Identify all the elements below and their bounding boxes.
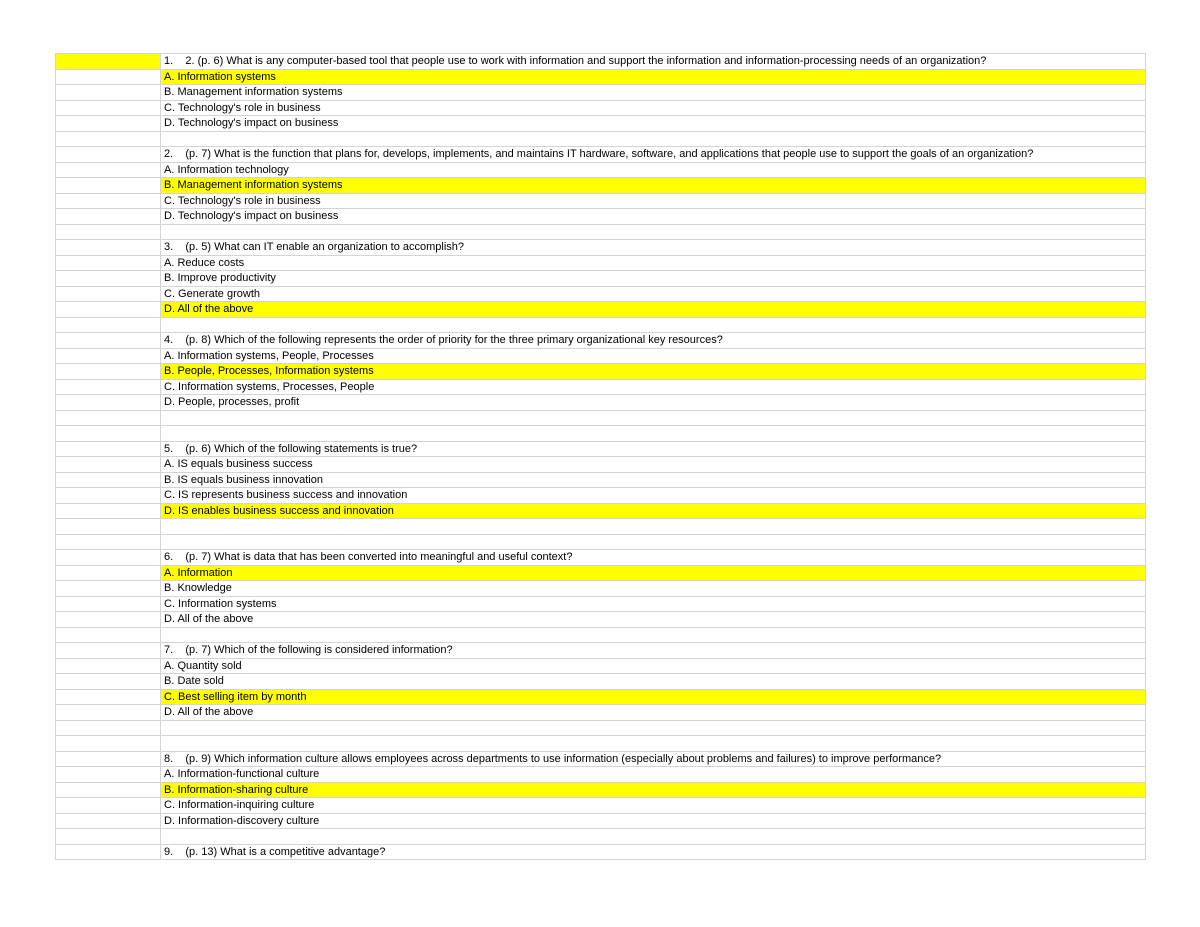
- cell-question-text[interactable]: A. Reduce costs: [161, 255, 1146, 271]
- cell-column-a[interactable]: [56, 193, 161, 209]
- cell-column-a[interactable]: [56, 612, 161, 628]
- sheet-row: [56, 565, 1146, 581]
- cell-column-a[interactable]: [56, 395, 161, 411]
- quiz-sheet: [55, 53, 1146, 860]
- sheet-row: [56, 550, 1146, 566]
- cell-column-a[interactable]: [56, 426, 161, 442]
- sheet-row: [56, 813, 1146, 829]
- cell-question-text[interactable]: B. IS equals business innovation: [161, 472, 1146, 488]
- cell-column-a[interactable]: [56, 317, 161, 333]
- cell-question-text[interactable]: B. Management information systems: [161, 178, 1146, 194]
- cell-column-a[interactable]: [56, 147, 161, 163]
- cell-question-text[interactable]: [161, 410, 1146, 426]
- cell-column-a[interactable]: [56, 302, 161, 318]
- cell-question-text[interactable]: B. Date sold: [161, 674, 1146, 690]
- sheet-body: [56, 54, 1146, 860]
- cell-column-a[interactable]: [56, 209, 161, 225]
- cell-column-a[interactable]: [56, 178, 161, 194]
- sheet-row: [56, 178, 1146, 194]
- sheet-row: [56, 364, 1146, 380]
- cell-question-text[interactable]: D. IS enables business success and innovation: [161, 503, 1146, 519]
- cell-question-text[interactable]: [161, 534, 1146, 550]
- cell-column-a[interactable]: [56, 69, 161, 85]
- cell-question-text[interactable]: [161, 829, 1146, 845]
- sheet-row: [56, 472, 1146, 488]
- cell-column-a[interactable]: [56, 255, 161, 271]
- sheet-row: [56, 844, 1146, 860]
- sheet-row: [56, 224, 1146, 240]
- cell-column-a[interactable]: [56, 658, 161, 674]
- cell-question-text[interactable]: [161, 131, 1146, 147]
- cell-question-text[interactable]: C. Generate growth: [161, 286, 1146, 302]
- sheet-row: [56, 798, 1146, 814]
- sheet-row: [56, 333, 1146, 349]
- cell-question-text[interactable]: [161, 627, 1146, 643]
- sheet-row: [56, 317, 1146, 333]
- sheet-row: [56, 193, 1146, 209]
- cell-question-text[interactable]: 3. (p. 5) What can IT enable an organization to accomplish?: [161, 240, 1146, 256]
- cell-column-a[interactable]: [56, 488, 161, 504]
- sheet-row: [56, 689, 1146, 705]
- cell-question-text[interactable]: C. Information systems, Processes, People: [161, 379, 1146, 395]
- cell-question-text[interactable]: B. Information-sharing culture: [161, 782, 1146, 798]
- sheet-row: [56, 271, 1146, 287]
- cell-column-a[interactable]: [56, 286, 161, 302]
- sheet-row: [56, 131, 1146, 147]
- cell-column-a[interactable]: [56, 348, 161, 364]
- sheet-row: [56, 426, 1146, 442]
- cell-question-text[interactable]: C. Technology's role in business: [161, 193, 1146, 209]
- cell-column-a[interactable]: [56, 813, 161, 829]
- sheet-row: [56, 348, 1146, 364]
- sheet-row: [56, 519, 1146, 535]
- cell-column-a[interactable]: [56, 364, 161, 380]
- cell-question-text[interactable]: C. IS represents business success and innovation: [161, 488, 1146, 504]
- sheet-row: [56, 596, 1146, 612]
- cell-column-a[interactable]: [56, 457, 161, 473]
- sheet-row: [56, 751, 1146, 767]
- sheet-row: [56, 627, 1146, 643]
- sheet-row: [56, 255, 1146, 271]
- cell-question-text[interactable]: A. Information: [161, 565, 1146, 581]
- cell-question-text[interactable]: A. IS equals business success: [161, 457, 1146, 473]
- sheet-row: [56, 286, 1146, 302]
- cell-question-text[interactable]: B. Improve productivity: [161, 271, 1146, 287]
- sheet-row: [56, 100, 1146, 116]
- cell-question-text[interactable]: 5. (p. 6) Which of the following statements is true?: [161, 441, 1146, 457]
- cell-column-a[interactable]: [56, 689, 161, 705]
- cell-question-text[interactable]: D. All of the above: [161, 612, 1146, 628]
- cell-column-a[interactable]: [56, 503, 161, 519]
- sheet-row: [56, 410, 1146, 426]
- sheet-row: [56, 736, 1146, 752]
- cell-column-a[interactable]: [56, 85, 161, 101]
- cell-question-text[interactable]: 6. (p. 7) What is data that has been converted into meaningful and useful context?: [161, 550, 1146, 566]
- cell-question-text[interactable]: C. Information systems: [161, 596, 1146, 612]
- cell-column-a[interactable]: [56, 565, 161, 581]
- cell-question-text[interactable]: [161, 317, 1146, 333]
- cell-question-text[interactable]: C. Information-inquiring culture: [161, 798, 1146, 814]
- cell-column-a[interactable]: [56, 240, 161, 256]
- cell-question-text[interactable]: 1. 2. (p. 6) What is any computer-based tool that people use to work with information and support the information and information-processing needs of an organization?: [161, 54, 1146, 70]
- cell-question-text[interactable]: [161, 224, 1146, 240]
- cell-column-a[interactable]: [56, 333, 161, 349]
- cell-question-text[interactable]: A. Information systems: [161, 69, 1146, 85]
- cell-column-a[interactable]: [56, 519, 161, 535]
- sheet-row: [56, 441, 1146, 457]
- sheet-row: [56, 302, 1146, 318]
- sheet-row: [56, 503, 1146, 519]
- cell-question-text[interactable]: [161, 720, 1146, 736]
- sheet-row: [56, 54, 1146, 70]
- cell-question-text[interactable]: D. All of the above: [161, 302, 1146, 318]
- cell-column-a[interactable]: [56, 643, 161, 659]
- cell-column-a[interactable]: [56, 581, 161, 597]
- cell-question-text[interactable]: 7. (p. 7) Which of the following is considered information?: [161, 643, 1146, 659]
- sheet-row: [56, 643, 1146, 659]
- sheet-row: [56, 782, 1146, 798]
- cell-question-text[interactable]: A. Quantity sold: [161, 658, 1146, 674]
- sheet-row: [56, 116, 1146, 132]
- cell-column-a[interactable]: [56, 751, 161, 767]
- cell-question-text[interactable]: C. Best selling item by month: [161, 689, 1146, 705]
- cell-column-a[interactable]: [56, 131, 161, 147]
- cell-column-a[interactable]: [56, 534, 161, 550]
- cell-column-a[interactable]: [56, 844, 161, 860]
- sheet-row: [56, 581, 1146, 597]
- cell-question-text[interactable]: D. Technology's impact on business: [161, 209, 1146, 225]
- sheet-row: [56, 658, 1146, 674]
- cell-question-text[interactable]: 9. (p. 13) What is a competitive advantage?: [161, 844, 1146, 860]
- sheet-row: [56, 147, 1146, 163]
- cell-column-a[interactable]: [56, 798, 161, 814]
- cell-question-text[interactable]: D. All of the above: [161, 705, 1146, 721]
- cell-column-a[interactable]: [56, 767, 161, 783]
- sheet-row: [56, 705, 1146, 721]
- cell-column-a[interactable]: [56, 472, 161, 488]
- cell-column-a[interactable]: [56, 550, 161, 566]
- sheet-row: [56, 674, 1146, 690]
- cell-question-text[interactable]: 8. (p. 9) Which information culture allows employees across departments to use information (especially about problems and failures) to improve performance?: [161, 751, 1146, 767]
- cell-question-text[interactable]: 4. (p. 8) Which of the following represents the order of priority for the three primary organizational key resources?: [161, 333, 1146, 349]
- cell-column-a[interactable]: [56, 674, 161, 690]
- cell-question-text[interactable]: D. People, processes, profit: [161, 395, 1146, 411]
- cell-question-text[interactable]: B. People, Processes, Information systems: [161, 364, 1146, 380]
- cell-question-text[interactable]: A. Information systems, People, Processes: [161, 348, 1146, 364]
- cell-question-text[interactable]: A. Information technology: [161, 162, 1146, 178]
- sheet-row: [56, 85, 1146, 101]
- cell-column-a[interactable]: [56, 627, 161, 643]
- sheet-row: [56, 395, 1146, 411]
- cell-question-text[interactable]: [161, 519, 1146, 535]
- sheet-row: [56, 457, 1146, 473]
- cell-column-a[interactable]: [56, 224, 161, 240]
- cell-question-text[interactable]: B. Management information systems: [161, 85, 1146, 101]
- cell-column-a[interactable]: [56, 829, 161, 845]
- cell-column-a[interactable]: [56, 596, 161, 612]
- cell-column-a[interactable]: [56, 100, 161, 116]
- sheet-row: [56, 488, 1146, 504]
- cell-column-a[interactable]: [56, 116, 161, 132]
- cell-question-text[interactable]: A. Information-functional culture: [161, 767, 1146, 783]
- cell-column-a[interactable]: [56, 720, 161, 736]
- sheet-row: [56, 612, 1146, 628]
- cell-column-a[interactable]: [56, 441, 161, 457]
- sheet-row: [56, 379, 1146, 395]
- cell-column-a[interactable]: [56, 410, 161, 426]
- sheet-row: [56, 209, 1146, 225]
- cell-question-text[interactable]: 2. (p. 7) What is the function that plans for, develops, implements, and maintains IT hardware, software, and applications that people use to support the goals of an organization?: [161, 147, 1146, 163]
- cell-question-text[interactable]: D. Information-discovery culture: [161, 813, 1146, 829]
- cell-question-text[interactable]: C. Technology's role in business: [161, 100, 1146, 116]
- cell-question-text[interactable]: [161, 736, 1146, 752]
- cell-question-text[interactable]: B. Knowledge: [161, 581, 1146, 597]
- cell-question-text[interactable]: [161, 426, 1146, 442]
- cell-column-a[interactable]: [56, 54, 161, 70]
- cell-question-text[interactable]: D. Technology's impact on business: [161, 116, 1146, 132]
- sheet-row: [56, 720, 1146, 736]
- cell-column-a[interactable]: [56, 162, 161, 178]
- sheet-row: [56, 767, 1146, 783]
- sheet-row: [56, 829, 1146, 845]
- cell-column-a[interactable]: [56, 736, 161, 752]
- sheet-row: [56, 162, 1146, 178]
- sheet-row: [56, 240, 1146, 256]
- cell-column-a[interactable]: [56, 782, 161, 798]
- cell-column-a[interactable]: [56, 379, 161, 395]
- sheet-row: [56, 534, 1146, 550]
- cell-column-a[interactable]: [56, 271, 161, 287]
- cell-column-a[interactable]: [56, 705, 161, 721]
- sheet-row: [56, 69, 1146, 85]
